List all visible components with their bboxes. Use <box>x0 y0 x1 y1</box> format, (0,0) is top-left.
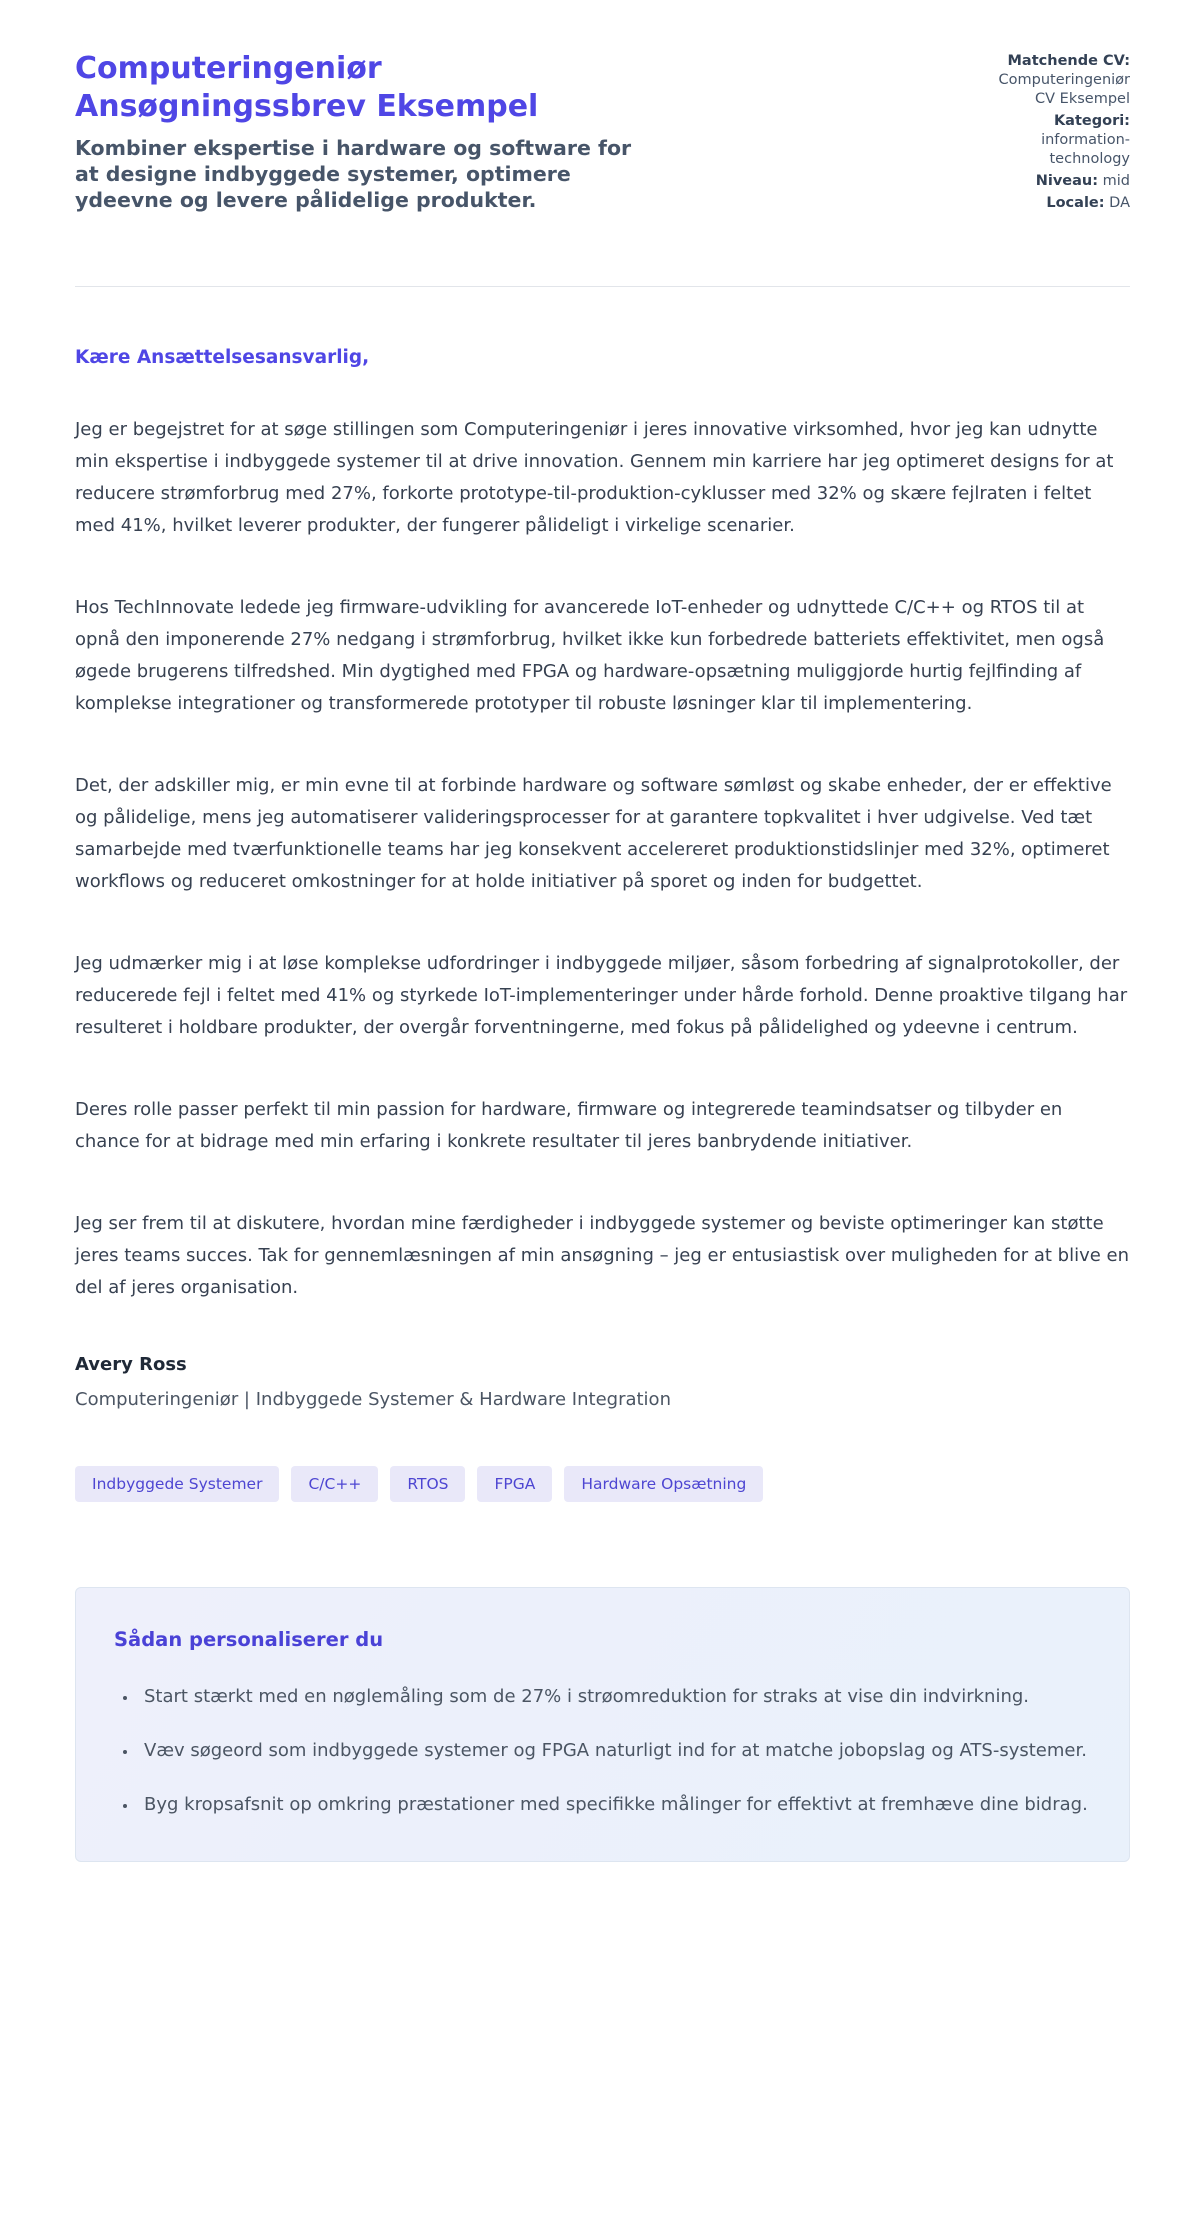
meta-panel <box>992 50 1130 216</box>
letter-paragraph: Jeg er begejstret for at søge stillingen som Computeringeniør i jeres innovative virksomhed, hvor jeg kan udnytte min ekspertise i indbyggede systemer til at drive innovation. Gennem min karriere har jeg optimeret designs for at reducere strømforbrug med 27%, forkorte prototype-til-produktion-cyklusser med 32% og skære fejlraten i feltet med 41%, hvilket leverer produkter, der fungerer pålideligt i virkelige scenarier. <box>75 419 1114 536</box>
tips-title: Sådan personaliserer du <box>114 1628 384 1651</box>
personalization-tips-box <box>75 1587 1130 1862</box>
meta-label: Kategori: <box>1053 113 1130 129</box>
letter-paragraph: Det, der adskiller mig, er min evne til at forbinde hardware og software sømløst og skabe enheder, der er effektive og pålidelige, mens jeg automatiserer valideringsprocesser for at garantere topkvalitet i hver udgivelse. Ved tæt samarbejde med tværfunktionelle teams har jeg konsekvent accelereret produktionstidslinjer med 32%, optimeret workflows og reduceret omkostninger for at holde initiativer på sporet og inden for budgettet. <box>75 775 1112 892</box>
page-subtitle: Kombiner ekspertise i hardware og software for at designe indbyggede systemer, optimere ydeevne og levere pålidelige produkter. <box>75 136 632 212</box>
meta-label: Niveau: <box>1035 173 1099 189</box>
meta-value: mid <box>1102 173 1130 189</box>
letter-greeting: Kære Ansættelsesansvarlig, <box>75 347 370 368</box>
skill-tag: RTOS <box>390 1466 465 1502</box>
letter-body <box>75 414 1130 1304</box>
skill-tag: Indbyggede Systemer <box>75 1466 279 1502</box>
meta-value: information-technology <box>1041 132 1130 167</box>
skill-tag: Hardware Opsætning <box>564 1466 763 1502</box>
signature-name: Avery Ross <box>75 1354 187 1375</box>
page-title: Computeringeniør Ansøgningssbrev Eksempel <box>75 51 539 124</box>
meta-label: Matchende CV: <box>1007 53 1130 69</box>
meta-label: Locale: <box>1046 195 1105 211</box>
meta-value: DA <box>1109 195 1130 211</box>
header-title-block <box>75 50 650 213</box>
letter-paragraph: Hos TechInnovate ledede jeg firmware-udvikling for avancerede IoT-enheder og udnyttede C/C++ og RTOS til at opnå den imponerende 27% nedgang i strømforbrug, hvilket ikke kun forbedrede batteriets effektivitet, men også øgede brugerens tilfredshed. Min dygtighed med FPGA og hardware-opsætning muliggjorde hurtig fejlfinding af komplekse integrationer og transformerede prototyper til robuste løsninger klar til implementering. <box>75 597 1105 714</box>
tip-bullet: • Start stærkt med en nøglemåling som de 27% i strøomreduktion for straks at vise din indvirkning. <box>138 1681 1091 1713</box>
letter-paragraph: Deres rolle passer perfekt til min passion for hardware, firmware og integrerede teamindsatser og tilbyder en chance for at bidrage med min erfaring i konkrete resultater til jeres banbrydende initiativer. <box>75 1099 1063 1152</box>
skill-tag: C/C++ <box>291 1466 378 1502</box>
letter-paragraph: Jeg ser frem til at diskutere, hvordan mine færdigheder i indbyggede systemer og beviste optimeringer kan støtte jeres teams succes. Tak for gennemlæsningen af min ansøgning – jeg er entusiastisk over muligheden for at blive en del af jeres organisation. <box>75 1213 1130 1298</box>
tip-bullet: • Byg kropsafsnit op omkring præstationer med specifikke målinger for effektivt at fremhæve dine bidrag. <box>138 1789 1091 1821</box>
meta-category <box>992 112 1130 169</box>
meta-level <box>992 172 1130 191</box>
tips-list <box>114 1681 1091 1821</box>
page-header <box>75 50 1130 216</box>
signature-role: Computeringeniør | Indbyggede Systemer & Hardware Integration <box>75 1389 671 1410</box>
tip-bullet: • Væv søgeord som indbyggede systemer og FPGA naturligt ind for at matche jobopslag og ATS-systemer. <box>138 1735 1091 1767</box>
skill-tags <box>75 1466 1130 1502</box>
letter-paragraph: Jeg udmærker mig i at løse komplekse udfordringer i indbyggede miljøer, såsom forbedring af signalprotokoller, der reducerede fejl i feltet med 41% og styrkede IoT-implementeringer under hårde forhold. Denne proaktive tilgang har resulteret i holdbare produkter, der overgår forventningerne, med fokus på pålidelighed og ydeevne i centrum. <box>75 953 1128 1038</box>
skill-tag: FPGA <box>477 1466 552 1502</box>
meta-locale <box>992 194 1130 213</box>
meta-matching-cv <box>992 52 1130 109</box>
header-divider <box>75 286 1130 287</box>
meta-value: Computeringeniør CV Eksempel <box>998 72 1130 107</box>
